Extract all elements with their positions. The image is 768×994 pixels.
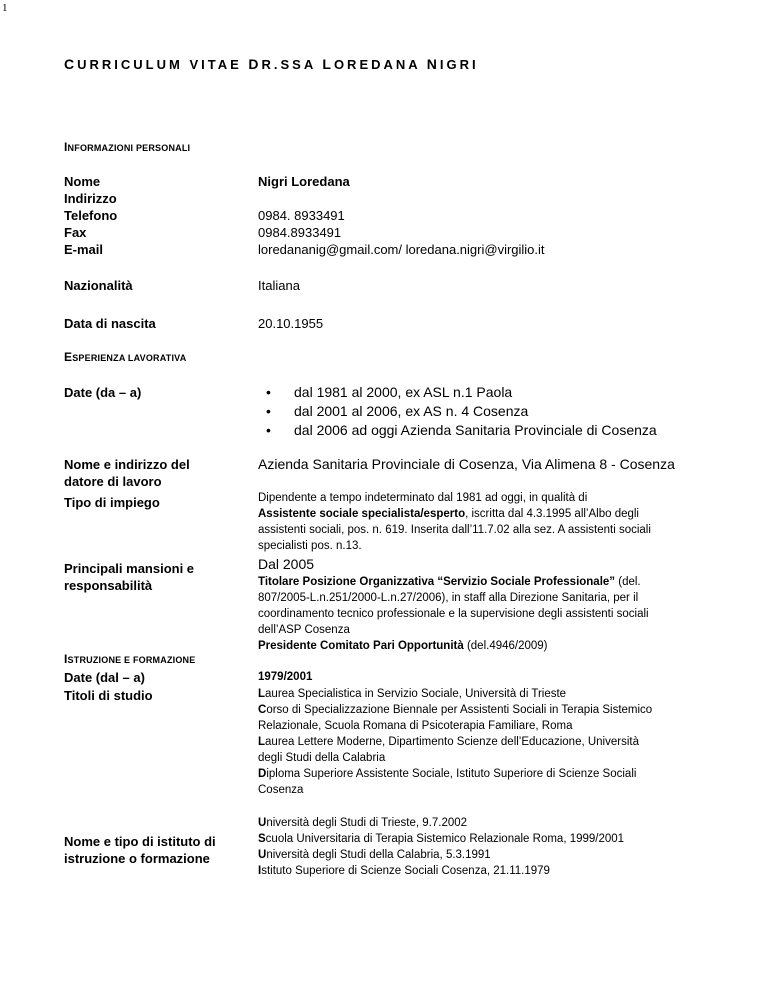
- document-title: [64, 56, 479, 72]
- label-istituto: Nome e tipo di istituto di istruzione o formazione: [64, 834, 216, 866]
- value-employer: Azienda Sanitaria Provinciale di Cosenza, Via Alimena 8 - Cosenza: [258, 456, 675, 472]
- section-heading-education: ISTRUZIONE E FORMAZIONE: [64, 652, 196, 666]
- value-fax: 0984.8933491: [258, 225, 342, 240]
- title-initial: L: [322, 56, 334, 72]
- list-item: • dal 1981 al 2000, ex ASL n.1 Paola: [266, 384, 513, 400]
- label-mansioni: Principali mansioni e responsabilità: [64, 561, 195, 593]
- title-text: OREDANA: [333, 57, 427, 72]
- title-text: R.SSA: [261, 57, 323, 72]
- list-item: Diploma Superiore Assistente Sociale, Istituto Superiore di Scienze Sociali: [258, 768, 637, 780]
- label-titoli: Titoli di studio: [64, 688, 153, 703]
- value-titoli: [258, 669, 748, 798]
- title-text: URRICULUM VITAE: [77, 57, 249, 72]
- label-telefono: Telefono: [64, 208, 118, 223]
- value-telefono: 0984. 8933491: [258, 208, 345, 223]
- label-email: E-mail: [64, 242, 104, 257]
- value-email: loredananig@gmail.com/ loredana.nigri@virgilio.it: [258, 242, 545, 257]
- list-item: degli Studi della Calabria: [258, 752, 386, 764]
- personal-values: [258, 173, 545, 258]
- title-initial: D: [248, 56, 262, 72]
- label-tipo-impiego: Tipo di impiego: [64, 495, 160, 510]
- label-nome: Nome: [64, 174, 101, 189]
- edu-period: 1979/2001: [258, 671, 313, 683]
- list-item: Università degli Studi della Calabria, 5.3.1991: [258, 849, 491, 861]
- value-data-nascita: 20.10.1955: [258, 316, 324, 331]
- mansioni-year: Dal 2005: [258, 556, 315, 572]
- page-number: 1: [2, 2, 8, 14]
- value-indirizzo: [258, 190, 545, 207]
- list-item: Laurea Lettere Moderne, Dipartimento Scienze dell’Educazione, Università: [258, 736, 639, 748]
- label-nazionalita: Nazionalità: [64, 278, 133, 293]
- list-item: Corso di Specializzazione Biennale per Assistenti Sociali in Terapia Sistemico: [258, 704, 653, 716]
- personal-labels: [64, 173, 117, 258]
- label-edu: [64, 669, 153, 705]
- title-initial: C: [64, 56, 78, 72]
- value-nome: Nigri Loredana: [258, 174, 350, 189]
- label-date-edu: Date (dal – a): [64, 670, 145, 685]
- label-employer: Nome e indirizzo del datore di lavoro: [64, 457, 190, 489]
- list-item: Laurea Specialistica in Servizio Sociale, Università di Trieste: [258, 688, 567, 700]
- section-heading-work: ESPERIENZA LAVORATIVA: [64, 350, 187, 364]
- label-fax: Fax: [64, 225, 87, 240]
- work-date-list: [258, 383, 657, 440]
- label-date-work: Date (da – a): [64, 385, 142, 400]
- list-item: Università degli Studi di Trieste, 9.7.2002: [258, 817, 468, 829]
- value-tipo-impiego: Dipendente a tempo indeterminato dal 1981 ad oggi, in qualità di Assistente sociale specialista/esperto, iscritta dal 4.3.1995 all’Albo degli assistenti sociali, pos. n. 619. Inserita dall’11.7.02 alla sez. A assistenti sociali specialisti pos. n.13.: [258, 492, 651, 552]
- value-nazionalita: Italiana: [258, 278, 300, 293]
- list-item: Scuola Universitaria di Terapia Sistemico Relazionale Roma, 1999/2001: [258, 833, 625, 845]
- value-mansioni: Dal 2005 Titolare Posizione Organizzativa “Servizio Sociale Professionale” (del. 807/2005-L.n.251/2000-L.n.27/2006), in staff alla Direzione Sanitaria, per il coordinamento tecnico professionale e la supervisione degli assistenti sociali dell’ASP Cosenza Presidente Comitato Pari Opportunità (del.4946/2009): [258, 555, 748, 654]
- list-item: Relazionale, Scuola Romana di Psicoterapia Familiare, Roma: [258, 720, 573, 732]
- list-item: • dal 2006 ad oggi Azienda Sanitaria Provinciale di Cosenza: [266, 422, 657, 438]
- title-text: IGRI: [439, 57, 479, 72]
- value-istituti: [258, 815, 748, 879]
- section-heading-personal: INFORMAZIONI PERSONALI: [64, 140, 191, 154]
- list-item: Cosenza: [258, 784, 304, 796]
- label-data-nascita: Data di nascita: [64, 316, 156, 331]
- label-indirizzo: Indirizzo: [64, 191, 117, 206]
- list-item: Istituto Superiore di Scienze Sociali Cosenza, 21.11.1979: [258, 865, 550, 877]
- list-item: • dal 2001 al 2006, ex AS n. 4 Cosenza: [266, 403, 529, 419]
- title-initial: N: [426, 56, 440, 72]
